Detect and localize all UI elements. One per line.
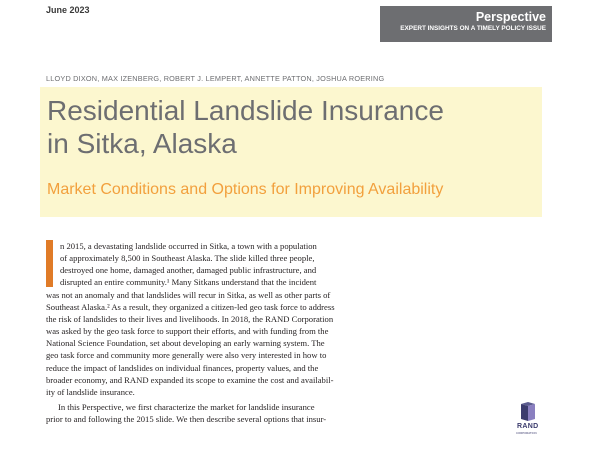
logo-wordmark: RAND bbox=[517, 423, 539, 430]
text-line: n 2015, a devastating landslide occurred in Sitka, a town with a population bbox=[60, 241, 317, 251]
text-line: disrupted an entire community.¹ Many Sitkans understand that the incident bbox=[60, 277, 317, 288]
text-line: Southeast Alaska.² As a result, they organized a citizen-led geo task force to address bbox=[46, 301, 335, 312]
rand-logo bbox=[516, 402, 540, 438]
text-line: geo task force and community more generally were also very interested in how to bbox=[46, 350, 327, 361]
text-line: was not an anomaly and that landslides will recur in Sitka, as well as other parts of bbox=[46, 289, 331, 300]
paragraph-2 bbox=[46, 401, 381, 425]
document-subtitle: Market Conditions and Options for Improving Availability bbox=[47, 181, 444, 198]
text-line: was asked by the geo task force to support their efforts, and with funding from the bbox=[46, 326, 329, 337]
text-line: ity of landslide insurance. bbox=[46, 386, 135, 397]
series-subtitle: EXPERT INSIGHTS ON A TIMELY POLICY ISSUE bbox=[400, 25, 546, 32]
logo-tagline: CORPORATION bbox=[516, 431, 537, 435]
text-line: of approximately 8,500 in Southeast Alaska. The slide killed three people, bbox=[60, 253, 315, 264]
series-badge bbox=[380, 6, 552, 42]
text-line: reduce the impact of landslides on individual finances, property values, and the bbox=[46, 362, 319, 373]
text-line: broader economy, and RAND expanded its scope to examine the cost and availabil- bbox=[46, 374, 334, 385]
author-list: LLOYD DIXON, MAX IZENBERG, ROBERT J. LEMPERT, ANNETTE PATTON, JOSHUA ROERING bbox=[46, 74, 385, 83]
text-line: prior to and following the 2015 slide. We then describe several options that insur- bbox=[46, 414, 327, 425]
text-line: the risk of landslides to their lives and livelihoods. In 2018, the RAND Corporation bbox=[46, 313, 334, 324]
logo-cube-icon bbox=[516, 402, 540, 422]
series-title: Perspective bbox=[475, 10, 546, 24]
title-line: in Sitka, Alaska bbox=[47, 128, 237, 159]
title-line: Residential Landslide Insurance bbox=[47, 95, 444, 126]
body-text bbox=[46, 240, 381, 425]
publication-date: June 2023 bbox=[46, 5, 90, 15]
document-title bbox=[47, 94, 527, 160]
text-line: destroyed one home, damaged another, damaged public infrastructure, and bbox=[60, 265, 317, 276]
text-line: In this Perspective, we first characterize the market for landslide insurance bbox=[58, 402, 315, 413]
text-line: National Science Foundation, set about developing an early warning system. The bbox=[46, 338, 325, 349]
paragraph-1 bbox=[46, 240, 381, 398]
